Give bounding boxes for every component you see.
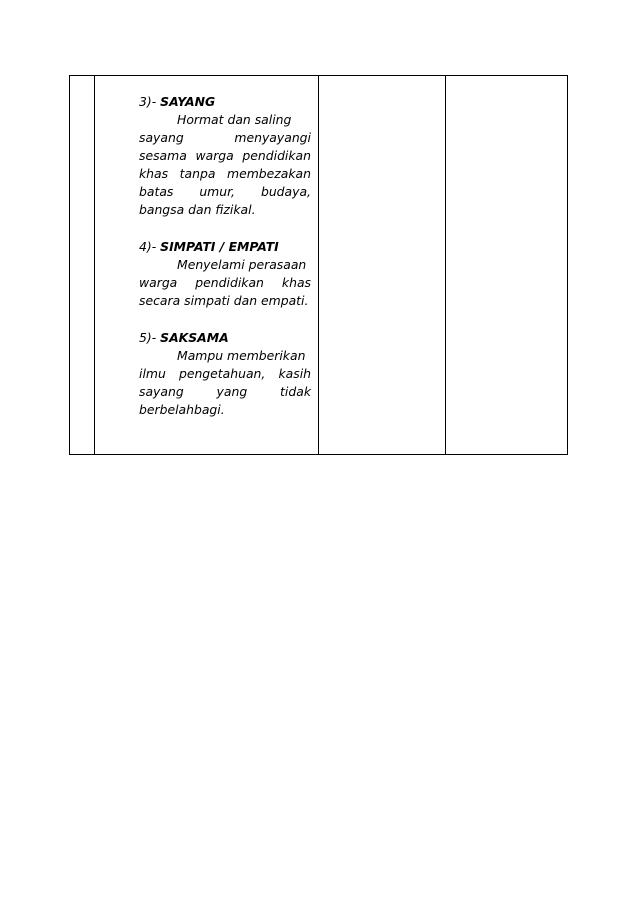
item-heading: 4)- SIMPATI / EMPATI bbox=[139, 239, 279, 254]
table-fragment bbox=[69, 75, 568, 455]
item-description: Menyelami perasaan bbox=[177, 257, 307, 272]
column-divider-1 bbox=[94, 76, 95, 454]
item-title: SAKSAMA bbox=[160, 330, 229, 345]
item-description: Mampu memberikan bbox=[177, 348, 306, 363]
value-item-simpati-empati bbox=[139, 238, 311, 310]
item-description-rest: ilmu pengetahuan, kasih sayang yang tidak berbelahbagi. bbox=[139, 366, 311, 417]
values-cell bbox=[139, 93, 311, 438]
column-divider-2 bbox=[318, 76, 319, 454]
item-heading: 5)- SAKSAMA bbox=[139, 330, 229, 345]
item-description-rest: warga pendidikan khas secara simpati dan empati. bbox=[139, 275, 311, 308]
value-item-sayang bbox=[139, 93, 311, 219]
item-heading: 3)- SAYANG bbox=[139, 94, 216, 109]
column-divider-3 bbox=[445, 76, 446, 454]
value-item-saksama bbox=[139, 329, 311, 419]
item-description-rest: sayang menyayangi sesama warga pendidikan khas tanpa membezakan batas umur, budaya, bangsa dan fizikal. bbox=[139, 130, 311, 217]
item-title: SAYANG bbox=[160, 94, 216, 109]
item-description: Hormat dan saling bbox=[177, 112, 292, 127]
item-title: SIMPATI / EMPATI bbox=[160, 239, 279, 254]
